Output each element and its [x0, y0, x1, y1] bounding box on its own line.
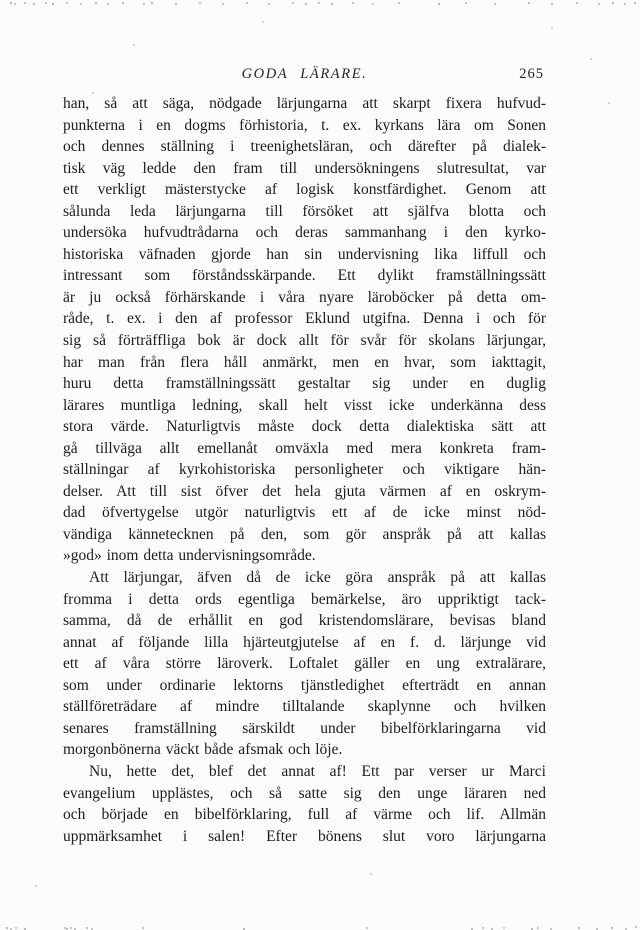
text-line: senares framställning särskildt under bibelförklaringarna vid [63, 719, 546, 737]
text-line: stora värde. Naturligtvis måste dock detta dialektiska sätt att [63, 418, 546, 436]
text-line: råde, t. ex. i den af professor Eklund utgifna. Denna i och för [63, 310, 546, 328]
running-title: GODA LÄRARE. [241, 66, 368, 82]
text-line: punkterna i en dogms förhistoria, t. ex. kyrkans lära om Sonen [63, 116, 546, 134]
text-line: huru detta framställningssätt gestaltar sig under en duglig [63, 375, 546, 393]
paragraph-3 [63, 761, 546, 847]
text-line: delser. Att till sist öfver det hela gjuta värmen af en oskrym- [63, 482, 546, 500]
text-block [63, 93, 546, 847]
text-line: sig så förträffliga bok är dock allt för svår för skolans lärjungar, [63, 332, 546, 350]
text-line: är ju också förhärskande i våra nyare läroböcker på detta om- [63, 288, 546, 306]
text-line: ett af våra större läroverk. Loftalet gäller en ung extralärare, [63, 655, 546, 673]
text-line: Att lärjungar, äfven då de icke göra anspråk på att kallas [89, 569, 546, 587]
text-line: undersöka hufvudtrådarna och deras sammanhang i den kyrko- [63, 224, 546, 242]
scan-noise-top [0, 2, 2, 4]
text-line: historiska väfnaden gjorde han sin undervisning lika liffull och [63, 245, 546, 263]
text-line: fromma i detta ords egentliga bemärkelse, äro uppriktigt tack- [63, 590, 546, 608]
text-line: ställföreträdare af mindre tilltalande skaplynne och hvilken [63, 698, 546, 716]
text-line: sålunda leda lärjungarna till försöket att själfva blotta och [63, 202, 546, 220]
text-line: ett verkligt mästerstycke af logisk konstfärdighet. Genom att [63, 181, 546, 199]
text-line: han, så att säga, nödgade lärjungarna att skarpt fixera hufvud- [63, 95, 546, 112]
text-line: samma, då de erhållit en god kristendomslärare, bevisas bland [63, 612, 546, 630]
text-line: och började en bibelförklaring, full af värme och lif. Allmän [63, 806, 546, 824]
text-line: och dennes ställning i treenighetsläran, och därefter på dialek- [63, 138, 546, 156]
text-line: som under ordinarie lektorns tjänstledighet efterträdt en annan [63, 676, 546, 694]
text-line: lärares muntliga ledning, skall helt visst icke underkänna dess [63, 396, 546, 414]
text-line: Nu, hette det, blef det annat af! Ett par verser ur Marci [89, 762, 546, 780]
text-line: morgonbönerna väckt både afsmak och löje. [63, 741, 343, 759]
text-line: har man från flera håll anmärkt, men en hvar, som iakttagit, [63, 353, 546, 371]
page-header [63, 66, 546, 86]
text-line: dad öfvertygelse utgör naturligtvis ett af de icke minst nöd- [63, 504, 546, 522]
text-line: tisk väg ledde den fram till undersökningens slutresultat, var [63, 159, 546, 177]
page-number: 265 [519, 66, 544, 82]
scan-noise-bottom [0, 925, 2, 927]
text-line: uppmärksamhet i salen! Efter bönens slut voro lärjungarna [63, 827, 546, 845]
text-line: gå tillväga allt emellanåt omväxla med mera konkreta fram- [63, 439, 546, 457]
text-line: »god» inom detta undervisningsområde. [63, 547, 316, 565]
text-line: intressant som förståndsskärpande. Ett dylikt framställningssätt [63, 267, 546, 285]
paragraph-2 [63, 567, 546, 761]
paragraph-1 [63, 93, 546, 567]
text-line: vändiga kännetecknen på den, som gör anspråk på att kallas [63, 525, 546, 543]
text-line: evangelium upplästes, och så satte sig den unge läraren ned [63, 784, 546, 802]
text-line: annat af följande lilla hjärteutgjutelse af en f. d. lärjunge vid [63, 633, 546, 651]
text-line: ställningar af kyrkohistoriska personligheter och viktigare hän- [63, 461, 546, 479]
